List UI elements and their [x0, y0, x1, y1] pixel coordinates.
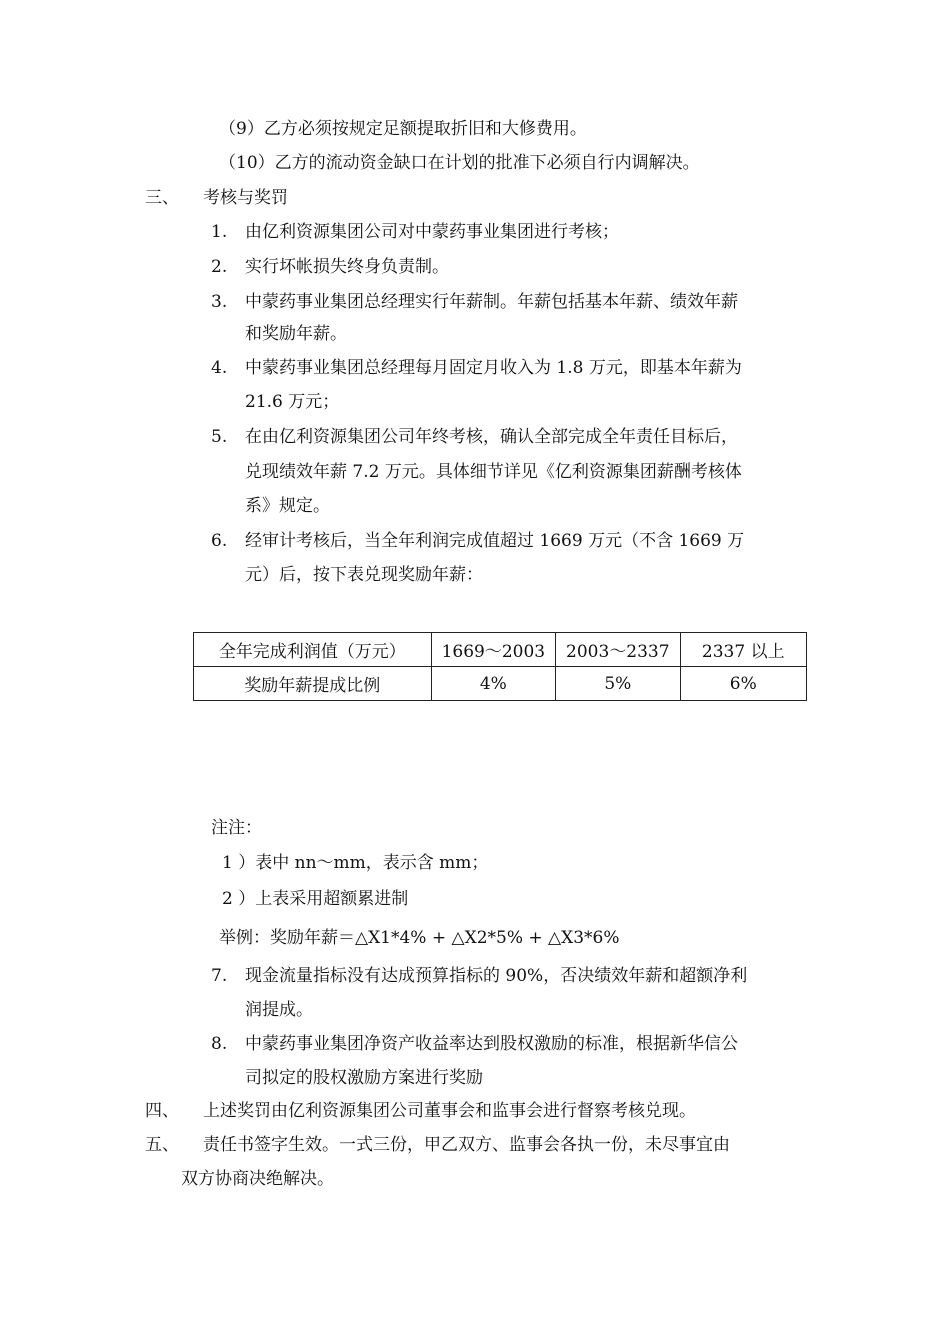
item-2-number: 2.: [211, 257, 228, 277]
item-7-text-line-2: 润提成。: [245, 1000, 313, 1020]
table-cell: 4%: [431, 667, 555, 701]
table-cell: 奖励年薪提成比例: [194, 667, 432, 701]
item-8-text-line-1: 中蒙药事业集团净资产收益率达到股权激励的标准，根据新华信公: [245, 1034, 738, 1054]
example-text: 举例：奖励年薪＝△X1*4% + △X2*5% + △X3*6%: [219, 928, 620, 948]
table-header-cell: 2003～2337: [556, 633, 680, 667]
item-5-text-line-1: 在由亿利资源集团公司年终考核，确认全部完成全年责任目标后，: [245, 427, 738, 447]
section-5-text-line-1: 责任书签字生效。一式三份，甲乙双方、监事会各执一份，未尽事宜由: [203, 1135, 730, 1155]
item-10: （10）乙方的流动资金缺口在计划的批准下必须自行内调解决。: [219, 153, 700, 173]
item-6-number: 6.: [211, 531, 228, 551]
item-3-number: 3.: [211, 292, 228, 312]
item-4-text-line-2: 21.6 万元；: [245, 392, 340, 412]
section-3-number: 三、: [145, 188, 179, 208]
section-5-number: 五、: [145, 1135, 179, 1155]
table-cell: 6%: [680, 667, 806, 701]
item-7-text-line-1: 现金流量指标没有达成预算指标的 90%，否决绩效年薪和超额净利: [245, 966, 748, 986]
reward-table: [193, 632, 807, 701]
item-9: （9）乙方必须按规定足额提取折旧和大修费用。: [219, 119, 587, 139]
section-3-title: 考核与奖罚: [203, 188, 288, 208]
item-2-text: 实行坏帐损失终身负责制。: [245, 257, 449, 277]
section-4-number: 四、: [145, 1101, 179, 1121]
table-row: [194, 633, 807, 667]
item-7-number: 7.: [211, 966, 228, 986]
item-3-text-line-1: 中蒙药事业集团总经理实行年薪制。年薪包括基本年薪、绩效年薪: [245, 292, 738, 312]
table-header-cell: 全年完成利润值（万元）: [194, 633, 432, 667]
section-4-text: 上述奖罚由亿利资源集团公司董事会和监事会进行督察考核兑现。: [203, 1101, 696, 1121]
note-2: 2 ）上表采用超额累进制: [222, 889, 409, 909]
table-header-cell: 2337 以上: [680, 633, 806, 667]
item-8-text-line-2: 司拟定的股权激励方案进行奖励: [245, 1068, 483, 1088]
item-4-number: 4.: [211, 358, 228, 378]
table-row: [194, 667, 807, 701]
item-8-number: 8.: [211, 1034, 228, 1054]
item-5-number: 5.: [211, 427, 228, 447]
section-5-text-line-2: 双方协商决绝解决。: [181, 1169, 334, 1189]
item-1-number: 1.: [211, 222, 228, 242]
item-4-text-line-1: 中蒙药事业集团总经理每月固定月收入为 1.8 万元，即基本年薪为: [245, 358, 742, 378]
table-cell: 5%: [556, 667, 680, 701]
item-3-text-line-2: 和奖励年薪。: [245, 324, 347, 344]
note-title: 注注：: [211, 818, 262, 838]
item-1-text: 由亿利资源集团公司对中蒙药事业集团进行考核；: [245, 222, 619, 242]
table-header-cell: 1669～2003: [431, 633, 555, 667]
item-6-text-line-2: 元）后，按下表兑现奖励年薪：: [245, 565, 483, 585]
item-6-text-line-1: 经审计考核后，当全年利润完成值超过 1669 万元（不含 1669 万: [245, 531, 745, 551]
item-5-text-line-3: 系》规定。: [245, 496, 330, 516]
example-formula: [219, 926, 620, 950]
item-5-text-line-2: 兑现绩效年薪 7.2 万元。具体细节详见《亿利资源集团薪酬考核体: [245, 462, 742, 482]
note-1: 1 ）表中 nn～mm，表示含 mm；: [222, 853, 489, 873]
